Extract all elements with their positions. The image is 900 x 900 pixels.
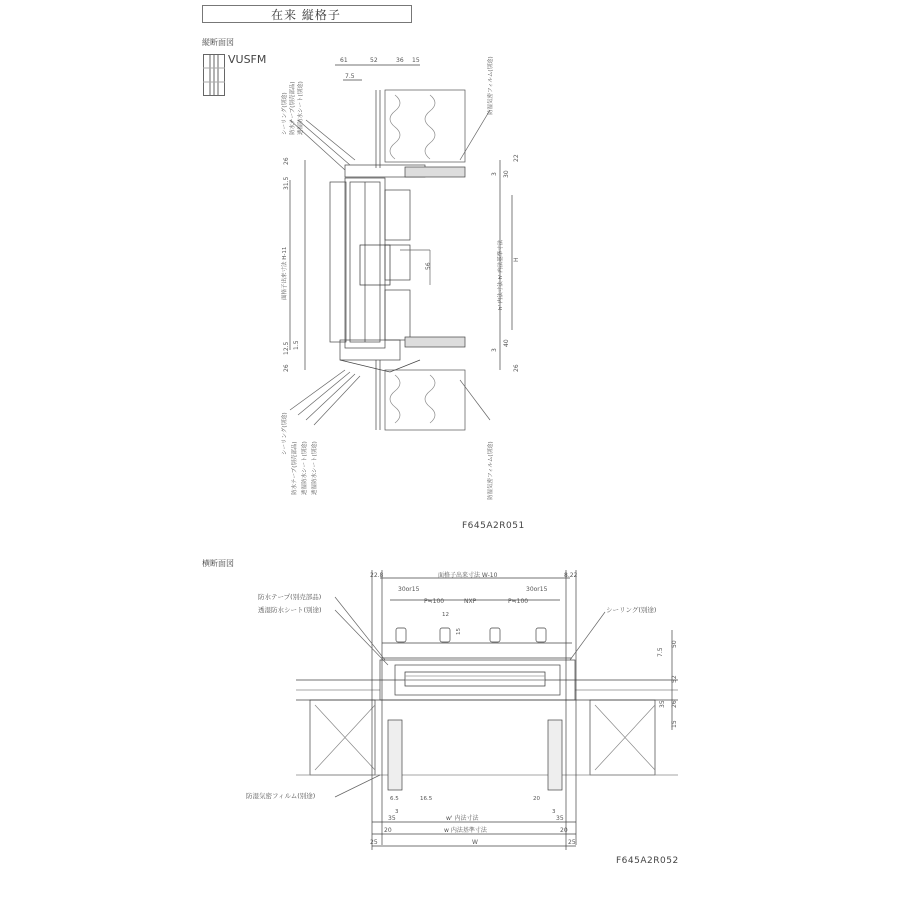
h-right-dim: 26 bbox=[671, 700, 678, 708]
horizontal-drawing-code: F645A2R052 bbox=[616, 856, 679, 866]
h-bottom-small: 16.5 bbox=[420, 796, 433, 802]
h-bottom-small: 20 bbox=[533, 796, 540, 802]
v-left-dim: 31.5 bbox=[283, 176, 290, 190]
h-right-dim: 52 bbox=[671, 675, 678, 683]
v-top-sub-dim: 7.5 bbox=[345, 73, 355, 80]
v-callout-film-top: 防湿気密フィルム(別途) bbox=[488, 56, 494, 115]
h-small-dim: 15 bbox=[456, 628, 462, 635]
h-top-right-dim: 8.22 bbox=[564, 572, 578, 579]
v-callout-top: シーリング(別途) bbox=[282, 92, 288, 135]
h-row-left: 35 bbox=[388, 815, 396, 822]
h-row-left: 20 bbox=[384, 827, 392, 834]
h-callout: 防湿気密フィルム(別途) bbox=[246, 792, 316, 800]
h-right-dim: 50 bbox=[671, 640, 678, 648]
v-right-dim: 26 bbox=[513, 364, 520, 372]
vertical-drawing-code: F645A2R051 bbox=[462, 521, 525, 531]
h-pitch-right-top: 30or15 bbox=[526, 586, 548, 593]
v-right-dim: 40 bbox=[503, 339, 510, 347]
v-left-dim: 26 bbox=[283, 364, 290, 372]
drawing-title: 在来 縦格子 bbox=[202, 5, 412, 23]
h-row-right: 25 bbox=[568, 839, 576, 846]
horizontal-section-title: 横断面図 bbox=[202, 559, 234, 568]
h-callout: 防水テープ(別売部品) bbox=[258, 593, 322, 601]
h-row-label: w 内法基準寸法 bbox=[444, 827, 487, 834]
h-callout: 透湿防水シート(別途) bbox=[258, 606, 322, 614]
h-callout: シーリング(別途) bbox=[606, 606, 657, 614]
v-callout-bottom: 透湿防水シート(別途) bbox=[312, 441, 318, 495]
v-callout-bottom: シーリング(別途) bbox=[282, 412, 288, 455]
h-top-label: 面格子出来寸法 W-10 bbox=[438, 572, 498, 579]
h-right-dim: 15 bbox=[671, 720, 678, 728]
h-pitch-left: P≒100 bbox=[424, 598, 445, 605]
v-right-label-h: H bbox=[513, 257, 520, 262]
h-pitch-right: P≒100 bbox=[508, 598, 529, 605]
h-row-label: w' 内法寸法 bbox=[446, 815, 479, 822]
h-bottom-small: 6.5 bbox=[390, 796, 399, 802]
h-pitch-left-top: 30or15 bbox=[398, 586, 420, 593]
series-name: VUSFM bbox=[228, 53, 267, 66]
h-row-right: 20 bbox=[560, 827, 568, 834]
v-mid-dim: 56 bbox=[425, 262, 432, 270]
h-small-dim: 12 bbox=[442, 612, 449, 618]
h-top-left-dim: 22.8 bbox=[370, 572, 384, 579]
v-right-dim: 22 bbox=[513, 154, 520, 162]
v-callout-top: 透湿防水シート(別途) bbox=[298, 81, 304, 135]
v-callout-top: 防水テープ(別売部品) bbox=[290, 81, 296, 135]
v-right-label-inner: h' 内法寸法 h' 内法基準寸法 bbox=[498, 239, 504, 310]
h-bottom-small: 3 bbox=[395, 809, 399, 815]
v-right-dim: 3 bbox=[491, 348, 498, 352]
v-right-dim: 3 bbox=[491, 172, 498, 176]
v-left-dim: 26 bbox=[283, 157, 290, 165]
h-row-left: 25 bbox=[370, 839, 378, 846]
h-right-dim: 35 bbox=[659, 700, 666, 708]
v-callout-film-bottom: 防湿気密フィルム(別途) bbox=[488, 441, 494, 500]
h-bottom-small: 3 bbox=[552, 809, 556, 815]
v-top-dim: 36 bbox=[396, 57, 404, 64]
h-row-right: 35 bbox=[556, 815, 564, 822]
v-top-dim: 61 bbox=[340, 57, 348, 64]
v-left-dim: 12.5 bbox=[283, 341, 290, 355]
v-left-label: 面格子出来寸法 H-11 bbox=[282, 246, 288, 300]
h-right-dim: 7.5 bbox=[657, 647, 664, 657]
v-top-dim: 15 bbox=[412, 57, 420, 64]
h-pitch-mid: NXP bbox=[464, 598, 477, 605]
v-callout-bottom: 防水テープ(別売部品) bbox=[292, 441, 298, 495]
v-callout-bottom: 透湿防水シート(別途) bbox=[302, 441, 308, 495]
h-row-label: W bbox=[472, 839, 478, 846]
v-left-dim: 1.5 bbox=[293, 340, 300, 350]
vertical-section-title: 縦断面図 bbox=[202, 38, 234, 47]
v-right-dim: 30 bbox=[503, 170, 510, 178]
v-top-dim: 52 bbox=[370, 57, 378, 64]
